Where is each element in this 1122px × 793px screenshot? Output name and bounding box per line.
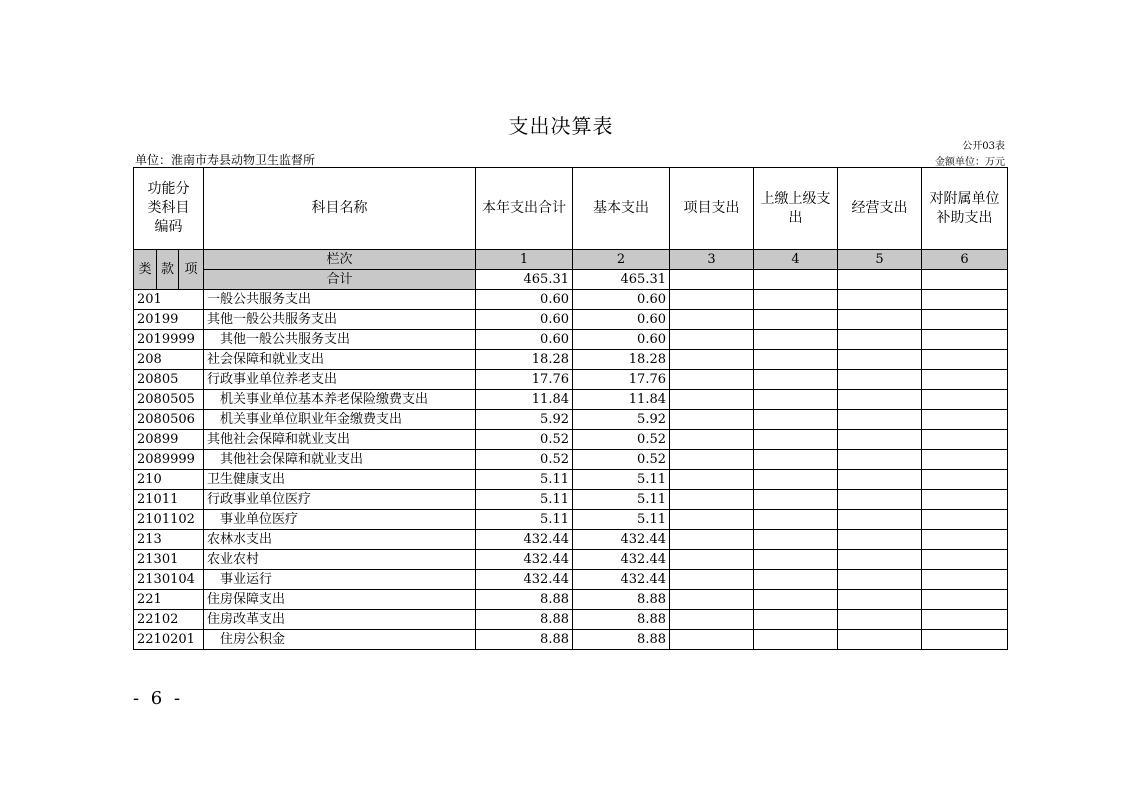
- header-code: 功能分类科目编码: [134, 168, 204, 250]
- row-project: [670, 630, 754, 650]
- row-project: [670, 510, 754, 530]
- expenditure-table: [133, 167, 1008, 650]
- header-lanci: 栏次: [204, 250, 476, 270]
- sum-total: 465.31: [476, 270, 573, 290]
- row-upper: [754, 430, 838, 450]
- reporting-unit: 单位：淮南市寿县动物卫生监督所: [135, 153, 316, 167]
- row-project: [670, 530, 754, 550]
- table-row: [134, 310, 1008, 330]
- row-code: 20805: [134, 370, 204, 390]
- column-number-6: 6: [922, 250, 1008, 270]
- row-basic: 11.84: [573, 390, 670, 410]
- row-upper: [754, 630, 838, 650]
- table-row: [134, 470, 1008, 490]
- row-business: [838, 290, 922, 310]
- row-name: 农林水支出: [204, 530, 476, 550]
- row-project: [670, 390, 754, 410]
- header-subsidy: 对附属单位补助支出: [922, 168, 1008, 250]
- row-business: [838, 530, 922, 550]
- row-subsidy: [922, 630, 1008, 650]
- row-subsidy: [922, 610, 1008, 630]
- row-total: 17.76: [476, 370, 573, 390]
- row-total: 0.60: [476, 290, 573, 310]
- row-upper: [754, 290, 838, 310]
- row-subsidy: [922, 350, 1008, 370]
- row-basic: 0.52: [573, 430, 670, 450]
- row-project: [670, 370, 754, 390]
- row-basic: 0.60: [573, 310, 670, 330]
- row-project: [670, 330, 754, 350]
- row-code: 2130104: [134, 570, 204, 590]
- table-row: [134, 450, 1008, 470]
- sum-business: [838, 270, 922, 290]
- row-project: [670, 410, 754, 430]
- row-business: [838, 350, 922, 370]
- row-code: 2210201: [134, 630, 204, 650]
- table-row: [134, 550, 1008, 570]
- row-upper: [754, 530, 838, 550]
- row-upper: [754, 370, 838, 390]
- row-upper: [754, 450, 838, 470]
- table-row: [134, 530, 1008, 550]
- row-name: 一般公共服务支出: [204, 290, 476, 310]
- row-business: [838, 450, 922, 470]
- sum-upper: [754, 270, 838, 290]
- table-row: [134, 630, 1008, 650]
- row-total: 5.11: [476, 510, 573, 530]
- row-code: 20199: [134, 310, 204, 330]
- row-project: [670, 290, 754, 310]
- row-code: 21011: [134, 490, 204, 510]
- row-code: 213: [134, 530, 204, 550]
- header-basic: 基本支出: [573, 168, 670, 250]
- row-name: 农业农村: [204, 550, 476, 570]
- row-project: [670, 550, 754, 570]
- row-name: 卫生健康支出: [204, 470, 476, 490]
- row-name: 行政事业单位养老支出: [204, 370, 476, 390]
- row-code: 2101102: [134, 510, 204, 530]
- row-basic: 0.60: [573, 290, 670, 310]
- row-total: 18.28: [476, 350, 573, 370]
- row-project: [670, 350, 754, 370]
- row-code: 2080505: [134, 390, 204, 410]
- row-business: [838, 430, 922, 450]
- row-name: 社会保障和就业支出: [204, 350, 476, 370]
- table-row: [134, 410, 1008, 430]
- row-subsidy: [922, 490, 1008, 510]
- column-number-5: 5: [838, 250, 922, 270]
- row-code: 221: [134, 590, 204, 610]
- row-code: 2089999: [134, 450, 204, 470]
- row-business: [838, 630, 922, 650]
- row-upper: [754, 510, 838, 530]
- row-code: 21301: [134, 550, 204, 570]
- row-total: 0.60: [476, 310, 573, 330]
- sum-subsidy: [922, 270, 1008, 290]
- row-business: [838, 390, 922, 410]
- row-subsidy: [922, 550, 1008, 570]
- row-project: [670, 470, 754, 490]
- row-business: [838, 470, 922, 490]
- table-row: [134, 590, 1008, 610]
- table-row: [134, 490, 1008, 510]
- row-name: 机关事业单位职业年金缴费支出: [204, 410, 476, 430]
- row-basic: 17.76: [573, 370, 670, 390]
- header-name: 科目名称: [204, 168, 476, 250]
- row-business: [838, 410, 922, 430]
- row-total: 8.88: [476, 630, 573, 650]
- row-project: [670, 490, 754, 510]
- row-total: 8.88: [476, 590, 573, 610]
- row-subsidy: [922, 530, 1008, 550]
- column-number-1: 1: [476, 250, 573, 270]
- row-project: [670, 450, 754, 470]
- row-basic: 0.60: [573, 330, 670, 350]
- row-upper: [754, 590, 838, 610]
- row-total: 5.92: [476, 410, 573, 430]
- sum-label: 合计: [204, 270, 476, 290]
- row-name: 行政事业单位医疗: [204, 490, 476, 510]
- row-total: 432.44: [476, 570, 573, 590]
- report-title: 支出决算表: [508, 114, 614, 138]
- row-subsidy: [922, 330, 1008, 350]
- row-name: 其他社会保障和就业支出: [204, 430, 476, 450]
- table-row: [134, 430, 1008, 450]
- row-upper: [754, 610, 838, 630]
- row-subsidy: [922, 430, 1008, 450]
- row-name: 住房保障支出: [204, 590, 476, 610]
- table-row: [134, 390, 1008, 410]
- table-row: [134, 570, 1008, 590]
- row-basic: 432.44: [573, 530, 670, 550]
- row-business: [838, 510, 922, 530]
- row-upper: [754, 390, 838, 410]
- row-basic: 432.44: [573, 570, 670, 590]
- row-name: 住房改革支出: [204, 610, 476, 630]
- header-business: 经营支出: [838, 168, 922, 250]
- row-code: 2080506: [134, 410, 204, 430]
- row-subsidy: [922, 310, 1008, 330]
- header-project: 项目支出: [670, 168, 754, 250]
- row-business: [838, 610, 922, 630]
- row-upper: [754, 410, 838, 430]
- row-total: 0.52: [476, 450, 573, 470]
- row-business: [838, 490, 922, 510]
- row-subsidy: [922, 570, 1008, 590]
- row-basic: 432.44: [573, 550, 670, 570]
- row-basic: 8.88: [573, 590, 670, 610]
- table-row: [134, 330, 1008, 350]
- row-business: [838, 370, 922, 390]
- row-subsidy: [922, 450, 1008, 470]
- row-upper: [754, 310, 838, 330]
- header-total: 本年支出合计: [476, 168, 573, 250]
- column-number-3: 3: [670, 250, 754, 270]
- row-business: [838, 590, 922, 610]
- row-project: [670, 430, 754, 450]
- header-upper: 上缴上级支出: [754, 168, 838, 250]
- row-basic: 5.11: [573, 510, 670, 530]
- row-upper: [754, 550, 838, 570]
- row-name: 事业单位医疗: [204, 510, 476, 530]
- row-code: 2019999: [134, 330, 204, 350]
- row-business: [838, 550, 922, 570]
- row-project: [670, 570, 754, 590]
- row-subsidy: [922, 510, 1008, 530]
- row-code: 20899: [134, 430, 204, 450]
- row-upper: [754, 570, 838, 590]
- row-total: 5.11: [476, 470, 573, 490]
- row-basic: 8.88: [573, 630, 670, 650]
- row-name: 其他社会保障和就业支出: [204, 450, 476, 470]
- row-basic: 5.92: [573, 410, 670, 430]
- row-subsidy: [922, 370, 1008, 390]
- row-basic: 0.52: [573, 450, 670, 470]
- row-upper: [754, 330, 838, 350]
- table-row: [134, 510, 1008, 530]
- row-subsidy: [922, 470, 1008, 490]
- row-subsidy: [922, 390, 1008, 410]
- row-total: 432.44: [476, 530, 573, 550]
- row-subsidy: [922, 290, 1008, 310]
- row-name: 机关事业单位基本养老保险缴费支出: [204, 390, 476, 410]
- row-total: 8.88: [476, 610, 573, 630]
- column-number-4: 4: [754, 250, 838, 270]
- row-upper: [754, 470, 838, 490]
- row-upper: [754, 490, 838, 510]
- row-basic: 18.28: [573, 350, 670, 370]
- row-business: [838, 310, 922, 330]
- row-total: 432.44: [476, 550, 573, 570]
- header-kuan: 款: [157, 250, 179, 290]
- row-upper: [754, 350, 838, 370]
- amount-unit: 金额单位：万元: [935, 157, 1005, 168]
- column-number-2: 2: [573, 250, 670, 270]
- row-code: 201: [134, 290, 204, 310]
- page-number: - 6 -: [133, 688, 184, 709]
- header-xiang: 项: [179, 250, 204, 290]
- form-number: 公开03表: [962, 141, 1005, 152]
- row-total: 0.52: [476, 430, 573, 450]
- row-basic: 8.88: [573, 610, 670, 630]
- row-total: 0.60: [476, 330, 573, 350]
- row-project: [670, 590, 754, 610]
- row-project: [670, 610, 754, 630]
- row-basic: 5.11: [573, 470, 670, 490]
- row-basic: 5.11: [573, 490, 670, 510]
- table-row: [134, 350, 1008, 370]
- table-row: [134, 290, 1008, 310]
- row-business: [838, 570, 922, 590]
- row-project: [670, 310, 754, 330]
- row-name: 事业运行: [204, 570, 476, 590]
- sum-project: [670, 270, 754, 290]
- row-code: 22102: [134, 610, 204, 630]
- table-row: [134, 610, 1008, 630]
- row-total: 11.84: [476, 390, 573, 410]
- row-name: 其他一般公共服务支出: [204, 310, 476, 330]
- row-name: 住房公积金: [204, 630, 476, 650]
- row-subsidy: [922, 410, 1008, 430]
- row-business: [838, 330, 922, 350]
- row-subsidy: [922, 590, 1008, 610]
- sum-basic: 465.31: [573, 270, 670, 290]
- row-total: 5.11: [476, 490, 573, 510]
- header-lei: 类: [134, 250, 157, 290]
- row-code: 210: [134, 470, 204, 490]
- table-row: [134, 370, 1008, 390]
- row-code: 208: [134, 350, 204, 370]
- row-name: 其他一般公共服务支出: [204, 330, 476, 350]
